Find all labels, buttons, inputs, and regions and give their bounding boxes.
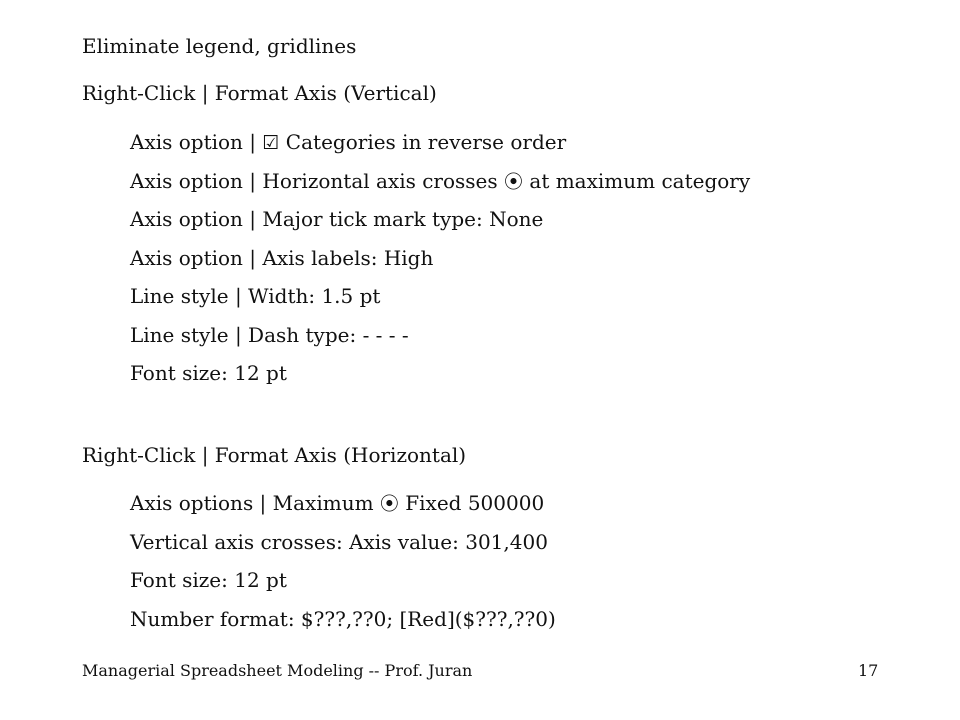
item-horizontal-axis-crosses: [130, 169, 750, 194]
footer-course-title: Managerial Spreadsheet Modeling -- Prof. Juran: [82, 661, 473, 680]
item-text: at maximum category: [523, 169, 751, 193]
item-line-width: Line style | Width: 1.5 pt: [130, 284, 381, 308]
page-number: 17: [858, 661, 879, 680]
radio-selected-icon: ⦿: [504, 171, 524, 193]
item-text: Axis option |: [130, 130, 263, 154]
item-categories-reverse-order: [130, 130, 566, 155]
item-axis-labels: Axis option | Axis labels: High: [130, 246, 434, 270]
item-number-format: Number format: $???,??0; [Red]($???,??0): [130, 607, 556, 631]
item-maximum-fixed: [130, 491, 544, 516]
item-dash-type: Line style | Dash type: - - - -: [130, 323, 409, 347]
item-text: Fixed 500000: [398, 491, 545, 515]
item-text: Axis options | Maximum: [130, 491, 380, 515]
checkbox-checked-icon: ☑: [262, 132, 280, 154]
heading-format-vertical-axis: Right-Click | Format Axis (Vertical): [82, 81, 437, 105]
heading-format-horizontal-axis: Right-Click | Format Axis (Horizontal): [82, 443, 467, 467]
radio-selected-icon: ⦿: [379, 493, 399, 515]
item-text: Axis option | Horizontal axis crosses: [130, 169, 505, 193]
instruction-eliminate-legend: Eliminate legend, gridlines: [82, 34, 357, 58]
item-font-size-vertical: Font size: 12 pt: [130, 361, 287, 385]
item-major-tick-mark: Axis option | Major tick mark type: None: [130, 207, 544, 231]
item-font-size-horizontal: Font size: 12 pt: [130, 568, 287, 592]
item-text: Categories in reverse order: [279, 130, 567, 154]
item-vertical-axis-crosses: Vertical axis crosses: Axis value: 301,400: [130, 530, 548, 554]
